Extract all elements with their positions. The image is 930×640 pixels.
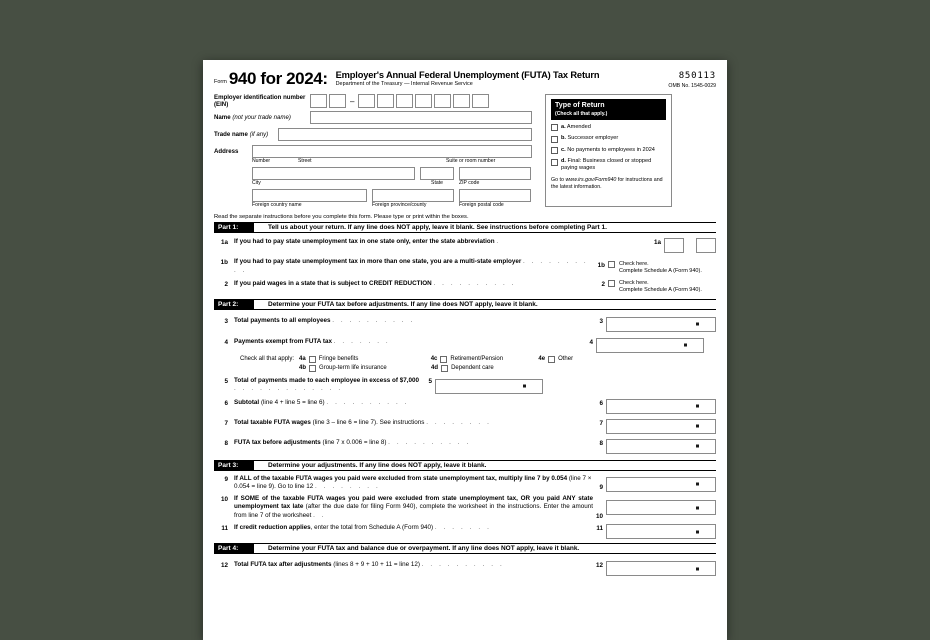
line-7-amount-input[interactable] — [606, 419, 716, 434]
line-12-ref: 12 — [595, 562, 603, 570]
label-4c: Retirement/Pension — [450, 356, 504, 363]
line-1a-dots: . — [496, 238, 501, 245]
line-2-label: If you paid wages in a state that is subject to CREDIT REDUCTION — [234, 280, 432, 287]
part-1-header — [214, 222, 716, 233]
address-block — [214, 145, 539, 208]
checkbox-final[interactable] — [551, 159, 558, 166]
address-foreign-captions — [252, 202, 539, 208]
ein-digit-2[interactable] — [329, 94, 346, 108]
page-title: Employer's Annual Federal Unemployment (FUTA) Tax Return — [335, 70, 600, 80]
option-label-c: No payments to employees in 2024 — [567, 146, 655, 153]
part-3-title: Determine your adjustments. If any line does NOT apply, leave it blank. — [268, 461, 487, 469]
line-6-amount-input[interactable] — [606, 399, 716, 414]
line-7-number: 7 — [224, 419, 228, 427]
decimal-marker — [696, 445, 699, 448]
label-4d: Dependent care — [451, 365, 494, 372]
line-1a-text — [234, 238, 651, 247]
form-number: 940 for 2024: — [228, 69, 328, 88]
line-5-dots: . . . . . . . . . . . . . — [234, 385, 343, 393]
line-8-row — [214, 439, 716, 454]
line-6-dots: . . . . . . . . . . — [326, 398, 410, 406]
line-9-label-normal: (line 7 × 0.054 = line 9). Go to line 12 — [234, 474, 592, 491]
form-title-block — [336, 70, 669, 87]
address-city-row — [252, 167, 539, 180]
checkbox-amended[interactable] — [551, 124, 558, 131]
caption-number: Number — [252, 158, 271, 164]
line-4-checkbox-row-1 — [240, 356, 716, 363]
type-of-return-option-label — [561, 124, 591, 131]
line-10-text — [234, 495, 593, 521]
state-abbrev-char-1[interactable] — [664, 238, 684, 253]
line-11-dots: . . . . . . . — [434, 524, 492, 532]
line-3-label: Total payments to all employees — [234, 316, 331, 324]
line-4-amount-input[interactable] — [596, 338, 704, 353]
option-tag-b: b. — [561, 135, 566, 142]
trade-name-label-text: Trade name — [214, 131, 248, 138]
type-of-return-option-successor[interactable] — [551, 135, 666, 143]
line-8-amount-input[interactable] — [606, 439, 716, 454]
caption-foreign-postal: Foreign postal code — [459, 202, 504, 208]
line-12-row — [214, 561, 716, 576]
trade-name-label-hint: (if any) — [249, 131, 269, 138]
line-4-text — [234, 338, 583, 347]
address-street-captions — [252, 158, 532, 164]
caption-state: State — [431, 180, 443, 186]
label-4e: Other — [558, 356, 574, 363]
line-5-ref: 5 — [428, 377, 432, 385]
line-9-ref: 9 — [599, 483, 603, 491]
option-4a[interactable] — [309, 356, 421, 363]
caption-suite: Suite or room number — [446, 158, 496, 164]
omb-code: 850113 — [678, 71, 716, 81]
ein-input-group[interactable] — [310, 94, 489, 108]
line-12-label-bold: Total FUTA tax after adjustments — [234, 561, 334, 569]
type-of-return-option-final[interactable] — [551, 158, 666, 172]
decimal-marker — [696, 323, 699, 326]
checkbox-successor-employer[interactable] — [551, 136, 558, 143]
line-1b-number: 1b — [220, 259, 228, 266]
line-1b-label: If you had to pay state unemployment tax in more than one state, you are a multi-state employer — [234, 258, 522, 265]
line-11-row — [214, 524, 716, 539]
line-2-number: 2 — [224, 281, 228, 288]
line-12-text — [234, 561, 593, 570]
part-4-header — [214, 543, 716, 554]
decimal-marker — [696, 425, 699, 428]
line-7-row — [214, 419, 716, 434]
line-8-ref: 8 — [599, 439, 603, 447]
line-9-amount-input[interactable] — [606, 477, 716, 492]
irs-form940-link[interactable]: www.irs.gov/Form940 — [565, 177, 617, 184]
line-5-amount-input[interactable] — [435, 379, 543, 394]
form-masthead — [214, 70, 716, 89]
foreign-country-input[interactable] — [252, 189, 367, 202]
tag-4d: 4d — [431, 365, 439, 372]
zip-input[interactable] — [459, 167, 531, 180]
line-10-dots: . . — [313, 511, 327, 519]
decimal-marker — [696, 530, 699, 533]
tag-4a: 4a — [299, 356, 306, 363]
line-10-label-bold: If SOME of the taxable FUTA wages you paid were excluded from state unemployment tax, OR you paid ANY state unemployment tax late — [234, 494, 593, 511]
decimal-marker — [696, 405, 699, 408]
ein-digit-5[interactable] — [396, 94, 413, 108]
line-2-text — [234, 280, 595, 289]
line-2-row — [214, 280, 716, 294]
line-2-note-2: Complete Schedule A (Form 940). — [619, 286, 702, 293]
option-tag-c: c. — [561, 146, 566, 153]
decimal-marker — [684, 344, 687, 347]
line-1a-ref: 1a — [653, 239, 661, 246]
type-of-return-option-no-payments[interactable] — [551, 147, 666, 155]
line-2-ref: 2 — [601, 281, 605, 288]
checkbox-no-payments[interactable] — [551, 147, 558, 154]
line-11-amount-input[interactable] — [606, 524, 716, 539]
form-subtitle: Department of the Treasury — Internal Revenue Service — [335, 81, 473, 88]
part-3-header — [214, 460, 716, 471]
line-6-label-bold: Subtotal — [234, 398, 261, 406]
line-3-number: 3 — [224, 317, 228, 325]
line-8-label-normal: (line 7 x 0.006 = line 8) — [322, 438, 387, 446]
name-label-hint: (not your trade name) — [232, 114, 291, 121]
line-1b-note — [619, 261, 702, 275]
ein-digit-3[interactable] — [358, 94, 375, 108]
form-word-label: Form — [214, 79, 227, 85]
line-10-ref: 10 — [595, 512, 603, 520]
state-abbrev-char-2[interactable] — [696, 238, 716, 253]
line-1b-dots: . . . . . . . . . . — [234, 258, 589, 274]
line-6-number: 6 — [224, 399, 228, 407]
name-label-text: Name — [214, 114, 231, 121]
line-12-label-normal: (lines 8 + 9 + 10 + 11 = line 12) — [333, 561, 420, 569]
line-4-number: 4 — [224, 338, 228, 346]
line-10-number: 10 — [220, 495, 228, 503]
part-1-title: Tell us about your return. If any line does NOT apply, leave it blank. See instructions before completing Part 1. — [268, 224, 607, 231]
decimal-marker — [523, 385, 526, 388]
trade-name-label — [214, 131, 278, 138]
state-input[interactable] — [420, 167, 454, 180]
line-4-checkbox-block — [240, 356, 716, 372]
name-label — [214, 114, 310, 121]
caption-foreign-province: Foreign province/county — [372, 202, 427, 208]
ein-dash: – — [350, 96, 355, 106]
decimal-marker — [696, 567, 699, 570]
foreign-postal-input[interactable] — [459, 189, 531, 202]
checkbox-line-2[interactable] — [608, 280, 615, 287]
line-1a-number: 1a — [220, 239, 228, 246]
line-5-text — [234, 377, 422, 394]
type-of-return-option-label — [561, 158, 666, 172]
employer-info-section — [214, 94, 539, 208]
option-tag-a: a. — [561, 123, 566, 130]
omb-block — [668, 70, 716, 89]
line-9-row — [214, 475, 716, 492]
label-4b: Group-term life insurance — [319, 365, 387, 372]
part-2-title: Determine your FUTA tax before adjustments. If any line does NOT apply, leave it blank. — [268, 300, 538, 308]
line-9-text — [234, 475, 593, 492]
checkbox-4b-group-term-life-insurance[interactable] — [309, 365, 316, 372]
checkbox-4c-retirement-pension[interactable] — [440, 356, 447, 363]
line-9-label-bold: If ALL of the taxable FUTA wages you paid were excluded from state unemployment tax, multiply line 7 by 0.054 — [234, 474, 569, 482]
foreign-province-input[interactable] — [372, 189, 454, 202]
ein-row — [214, 94, 539, 108]
line-11-label-bold: If credit reduction applies — [234, 524, 311, 532]
option-4e[interactable] — [548, 356, 573, 363]
type-of-return-section — [545, 94, 672, 208]
line-12-number: 12 — [220, 562, 228, 570]
type-of-return-heading: Type of Return — [555, 101, 605, 109]
line-4-dots: . . . . . . . — [333, 337, 391, 345]
caption-street: Street — [298, 158, 312, 164]
checkbox-4e-other[interactable] — [548, 356, 555, 363]
address-street-input[interactable] — [252, 145, 532, 158]
option-tag-d: d. — [561, 158, 566, 165]
line-4-checkbox-row-2 — [240, 365, 716, 372]
line-11-label-normal: , enter the total from Schedule A (Form 940) — [310, 524, 434, 532]
type-of-return-option-label — [561, 135, 618, 142]
option-label-a: Amended — [566, 123, 591, 130]
line-4-ref: 4 — [589, 338, 593, 346]
goto-suffix: for instructions and the latest information. — [551, 177, 663, 191]
address-street-row — [214, 145, 539, 158]
line-8-dots: . . . . . . . . . . — [388, 438, 471, 446]
line-9-number: 9 — [224, 475, 228, 483]
line-1b-check-group[interactable] — [608, 258, 716, 275]
ein-label: Employer identification number (EIN) — [214, 94, 306, 108]
line-1b-row — [214, 258, 716, 275]
employer-and-type-block — [214, 94, 716, 208]
form-identifier — [214, 70, 328, 87]
form-sheet — [203, 60, 727, 576]
line-11-ref: 11 — [596, 525, 603, 533]
line-3-text — [234, 317, 593, 326]
line-3-row — [214, 317, 716, 332]
line-4-row — [214, 338, 716, 353]
tag-4c: 4c — [430, 356, 438, 363]
part-4-title: Determine your FUTA tax and balance due or overpayment. If any line does NOT apply, leave it blank. — [268, 545, 580, 553]
line-5-row — [214, 377, 716, 394]
line-1a-label: If you had to pay state unemployment tax in one state only, enter the state abbreviation — [234, 238, 495, 245]
decimal-marker — [696, 483, 699, 486]
line-6-row — [214, 399, 716, 414]
option-label-b: Successor employer — [567, 135, 619, 142]
line-7-label-bold: Total taxable FUTA wages — [234, 418, 313, 426]
line-9-dots: . . . . . . . . — [315, 483, 381, 491]
caption-foreign-country: Foreign country name — [252, 202, 302, 208]
line-10-label-normal: (after the due date for filing Form 940), complete the worksheet in the instructions. Enter the amount from line 7 of the worksheet — [234, 503, 594, 519]
line-7-ref: 7 — [599, 419, 603, 427]
ein-digit-8[interactable] — [453, 94, 470, 108]
check-all-that-apply-label: Check all that apply: — [240, 356, 295, 363]
line-2-note — [619, 280, 702, 294]
line-7-label-normal: (line 3 – line 6 = line 7). See instructions — [312, 418, 425, 426]
goto-prefix: Go to — [551, 177, 566, 184]
line-11-text — [234, 524, 593, 533]
line-8-number: 8 — [224, 439, 228, 447]
address-city-captions — [252, 180, 539, 186]
type-of-return-option-label — [561, 147, 655, 154]
type-of-return-subheading: (Check all that apply.) — [555, 110, 608, 117]
form-page — [203, 60, 727, 640]
line-5-number: 5 — [224, 377, 228, 385]
line-6-label-normal: (line 4 + line 5 = line 6) — [260, 398, 325, 406]
type-of-return-option-amended[interactable] — [551, 124, 666, 132]
trade-name-input[interactable] — [278, 128, 532, 141]
tag-4e: 4e — [538, 356, 546, 363]
part-4-number: Part 4: — [214, 544, 254, 553]
line-8-text — [234, 439, 593, 448]
part-3-number: Part 3: — [214, 461, 254, 470]
decimal-marker — [696, 506, 699, 509]
name-row — [214, 111, 539, 124]
line-8-label-bold: FUTA tax before adjustments — [234, 438, 323, 446]
omb-number: OMB No. 1545-0029 — [668, 83, 716, 89]
type-of-return-header — [551, 99, 666, 120]
ein-digit-4[interactable] — [377, 94, 394, 108]
irs-website-note — [551, 177, 666, 191]
line-1a-row — [214, 238, 716, 253]
option-4d[interactable] — [441, 365, 494, 372]
checkbox-4a-fringe-benefits[interactable] — [309, 356, 316, 363]
address-foreign-row — [252, 189, 539, 202]
line-4-label: Payments exempt from FUTA tax — [234, 337, 332, 345]
line-1b-note-1: Check here. — [619, 261, 649, 267]
line-3-ref: 3 — [599, 317, 603, 325]
line-3-dots: . . . . . . . . . . — [332, 316, 415, 324]
read-instructions-note: Read the separate instructions before you complete this form. Please type or print within the boxes. — [214, 214, 469, 220]
ein-digit-7[interactable] — [434, 94, 451, 108]
line-1b-ref: 1b — [597, 262, 605, 269]
checkbox-line-1b[interactable] — [608, 261, 615, 268]
line-11-number: 11 — [221, 525, 228, 533]
line-5-label: Total of payments made to each employee in excess of $7,000 — [234, 376, 420, 384]
line-10-amount-input[interactable] — [606, 500, 716, 515]
line-7-text — [234, 419, 593, 428]
ein-digit-1[interactable] — [310, 94, 327, 108]
name-input[interactable] — [310, 111, 532, 124]
option-label-d: Final: Business closed or stopped paying wages — [561, 158, 652, 172]
address-label: Address — [214, 148, 239, 155]
label-4a: Fringe benefits — [318, 356, 359, 363]
line-6-text — [234, 399, 593, 408]
line-2-note-1: Check here. — [619, 280, 649, 286]
part-2-header — [214, 299, 716, 310]
caption-zip: ZIP code — [459, 180, 480, 186]
line-3-amount-input[interactable] — [606, 317, 716, 332]
line-1b-text — [234, 258, 595, 275]
tag-4b: 4b — [299, 365, 307, 372]
type-of-return-box — [545, 94, 672, 207]
line-1b-note-2: Complete Schedule A (Form 940). — [619, 267, 702, 274]
line-7-dots: . . . . . . . . — [426, 418, 492, 426]
ein-digit-9[interactable] — [472, 94, 489, 108]
part-1-number: Part 1: — [214, 223, 254, 232]
city-input[interactable] — [252, 167, 415, 180]
line-2-check-group[interactable] — [608, 280, 716, 294]
option-4b[interactable] — [309, 365, 421, 372]
line-1a-state-inputs — [664, 238, 716, 253]
line-6-ref: 6 — [599, 399, 603, 407]
line-12-amount-input[interactable] — [606, 561, 716, 576]
caption-city: City — [252, 180, 261, 186]
ein-digit-6[interactable] — [415, 94, 432, 108]
checkbox-4d-dependent-care[interactable] — [441, 365, 448, 372]
line-12-dots: . . . . . . . . . . — [421, 561, 505, 569]
trade-name-row — [214, 128, 539, 141]
option-4c[interactable] — [440, 356, 528, 363]
line-10-row — [214, 495, 716, 521]
line-2-dots: . . . . . . . . . . — [433, 280, 517, 287]
part-2-number: Part 2: — [214, 300, 254, 309]
